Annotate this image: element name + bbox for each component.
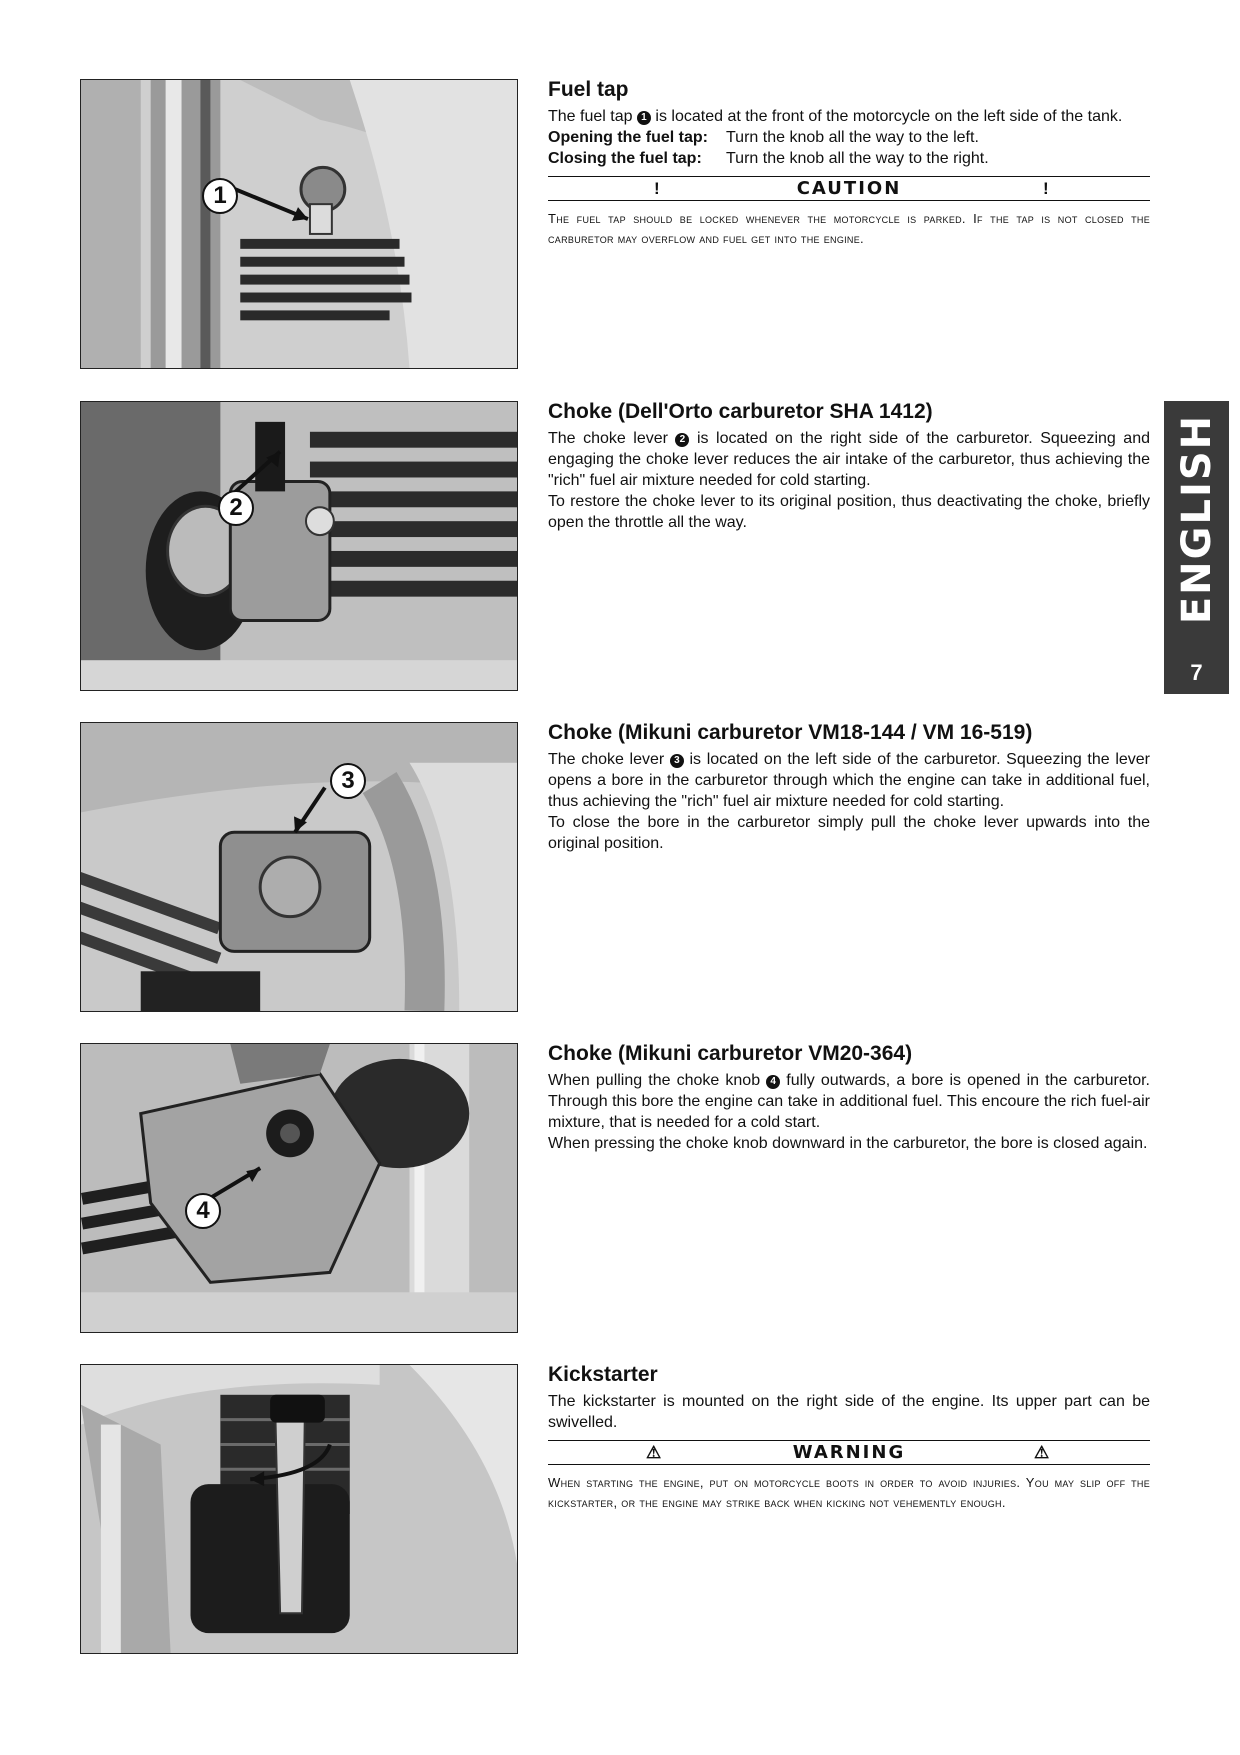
caution-title: CAUTION bbox=[796, 178, 902, 199]
callout-2: 2 bbox=[218, 490, 254, 526]
warning-icon: ⚠ bbox=[1034, 1442, 1050, 1462]
section-body: When pressing the choke knob downward in the carburetor, the bore is closed again. bbox=[548, 1135, 1148, 1152]
section-choke-dellorto bbox=[548, 399, 1150, 533]
warning-icon: ⚠ bbox=[646, 1442, 662, 1462]
caution-bar bbox=[548, 176, 1150, 201]
section-choke-mikuni-vm20 bbox=[548, 1041, 1150, 1154]
section-body: To restore the choke lever to its original position, thus deactivating the choke, briefly open the throttle all the way. bbox=[548, 493, 1150, 531]
section-body: The kickstarter is mounted on the right side of the engine. Its upper part can be swivelled. bbox=[548, 1393, 1150, 1431]
callout-3: 3 bbox=[330, 763, 366, 799]
warning-text: When starting the engine, put on motorcycle boots in order to avoid injuries. You may slip off the kickstarter, or the engine may strike back when kicking not vehemently enough. bbox=[548, 1475, 1150, 1510]
section-title: Fuel tap bbox=[548, 78, 629, 101]
bullet-number: 4 bbox=[766, 1075, 780, 1089]
section-kickstarter bbox=[548, 1362, 1150, 1513]
section-title: Choke (Mikuni carburetor VM20-364) bbox=[548, 1042, 913, 1065]
language-side-tab bbox=[1164, 401, 1229, 694]
section-body: To close the bore in the carburetor simply pull the choke lever upwards into the original position. bbox=[548, 814, 1150, 852]
opening-row bbox=[548, 127, 1150, 148]
section-title: Choke (Mikuni carburetor VM18-144 / VM 16-519) bbox=[548, 721, 1033, 744]
section-body: The fuel tap 1 is located at the front of the motorcycle on the left side of the tank. bbox=[548, 108, 1123, 125]
section-title: Kickstarter bbox=[548, 1363, 658, 1386]
page-number: 7 bbox=[1190, 660, 1203, 685]
bullet-number: 2 bbox=[675, 433, 689, 447]
callout-4: 4 bbox=[185, 1193, 221, 1229]
section-title: Choke (Dell'Orto carburetor SHA 1412) bbox=[548, 400, 933, 423]
closing-row bbox=[548, 148, 1150, 169]
section-body: When pulling the choke knob 4 fully outwards, a bore is opened in the carburetor. Through this bore the engine can take in additional fuel. This encoure the rich fuel-air mixture, that is needed for a cold start. bbox=[548, 1072, 1150, 1131]
bullet-number: 1 bbox=[637, 111, 651, 125]
section-body: The choke lever 3 is located on the left side of the carburetor. Squeezing the lever opens a bore in the carburetor through which the engine can take in additional fuel, thus achieving the "rich" fuel air mixture needed for cold starting. bbox=[548, 751, 1150, 810]
section-body: The choke lever 2 is located on the right side of the carburetor. Squeezing and engaging the choke lever reduces the air intake of the carburetor, thus achieving the "rich" fuel air mixture needed for cold starting. bbox=[548, 430, 1150, 489]
section-choke-mikuni-vm18 bbox=[548, 720, 1150, 854]
photo-fuel-tap bbox=[80, 79, 518, 369]
photo-kickstarter bbox=[80, 1364, 518, 1654]
closing-label: Closing the fuel tap: bbox=[548, 150, 702, 167]
caution-mark-left: ! bbox=[654, 178, 660, 198]
photo-choke-mikuni-vm18 bbox=[80, 722, 518, 1012]
bullet-number: 3 bbox=[670, 754, 684, 768]
opening-label: Opening the fuel tap: bbox=[548, 129, 708, 146]
photo-choke-mikuni-vm20 bbox=[80, 1043, 518, 1333]
callout-1: 1 bbox=[202, 178, 238, 214]
language-label: ENGLISH bbox=[1173, 413, 1220, 625]
photo-choke-dellorto bbox=[80, 401, 518, 691]
warning-bar bbox=[548, 1440, 1150, 1465]
section-fuel-tap bbox=[548, 77, 1150, 249]
caution-text: The fuel tap should be locked whenever the motorcycle is parked. If the tap is not closed the carburetor may overflow and fuel get into the engine. bbox=[548, 211, 1150, 246]
caution-mark-right: ! bbox=[1043, 178, 1049, 198]
closing-text: Turn the knob all the way to the right. bbox=[726, 150, 989, 167]
warning-title: WARNING bbox=[792, 1442, 906, 1463]
opening-text: Turn the knob all the way to the left. bbox=[726, 129, 979, 146]
